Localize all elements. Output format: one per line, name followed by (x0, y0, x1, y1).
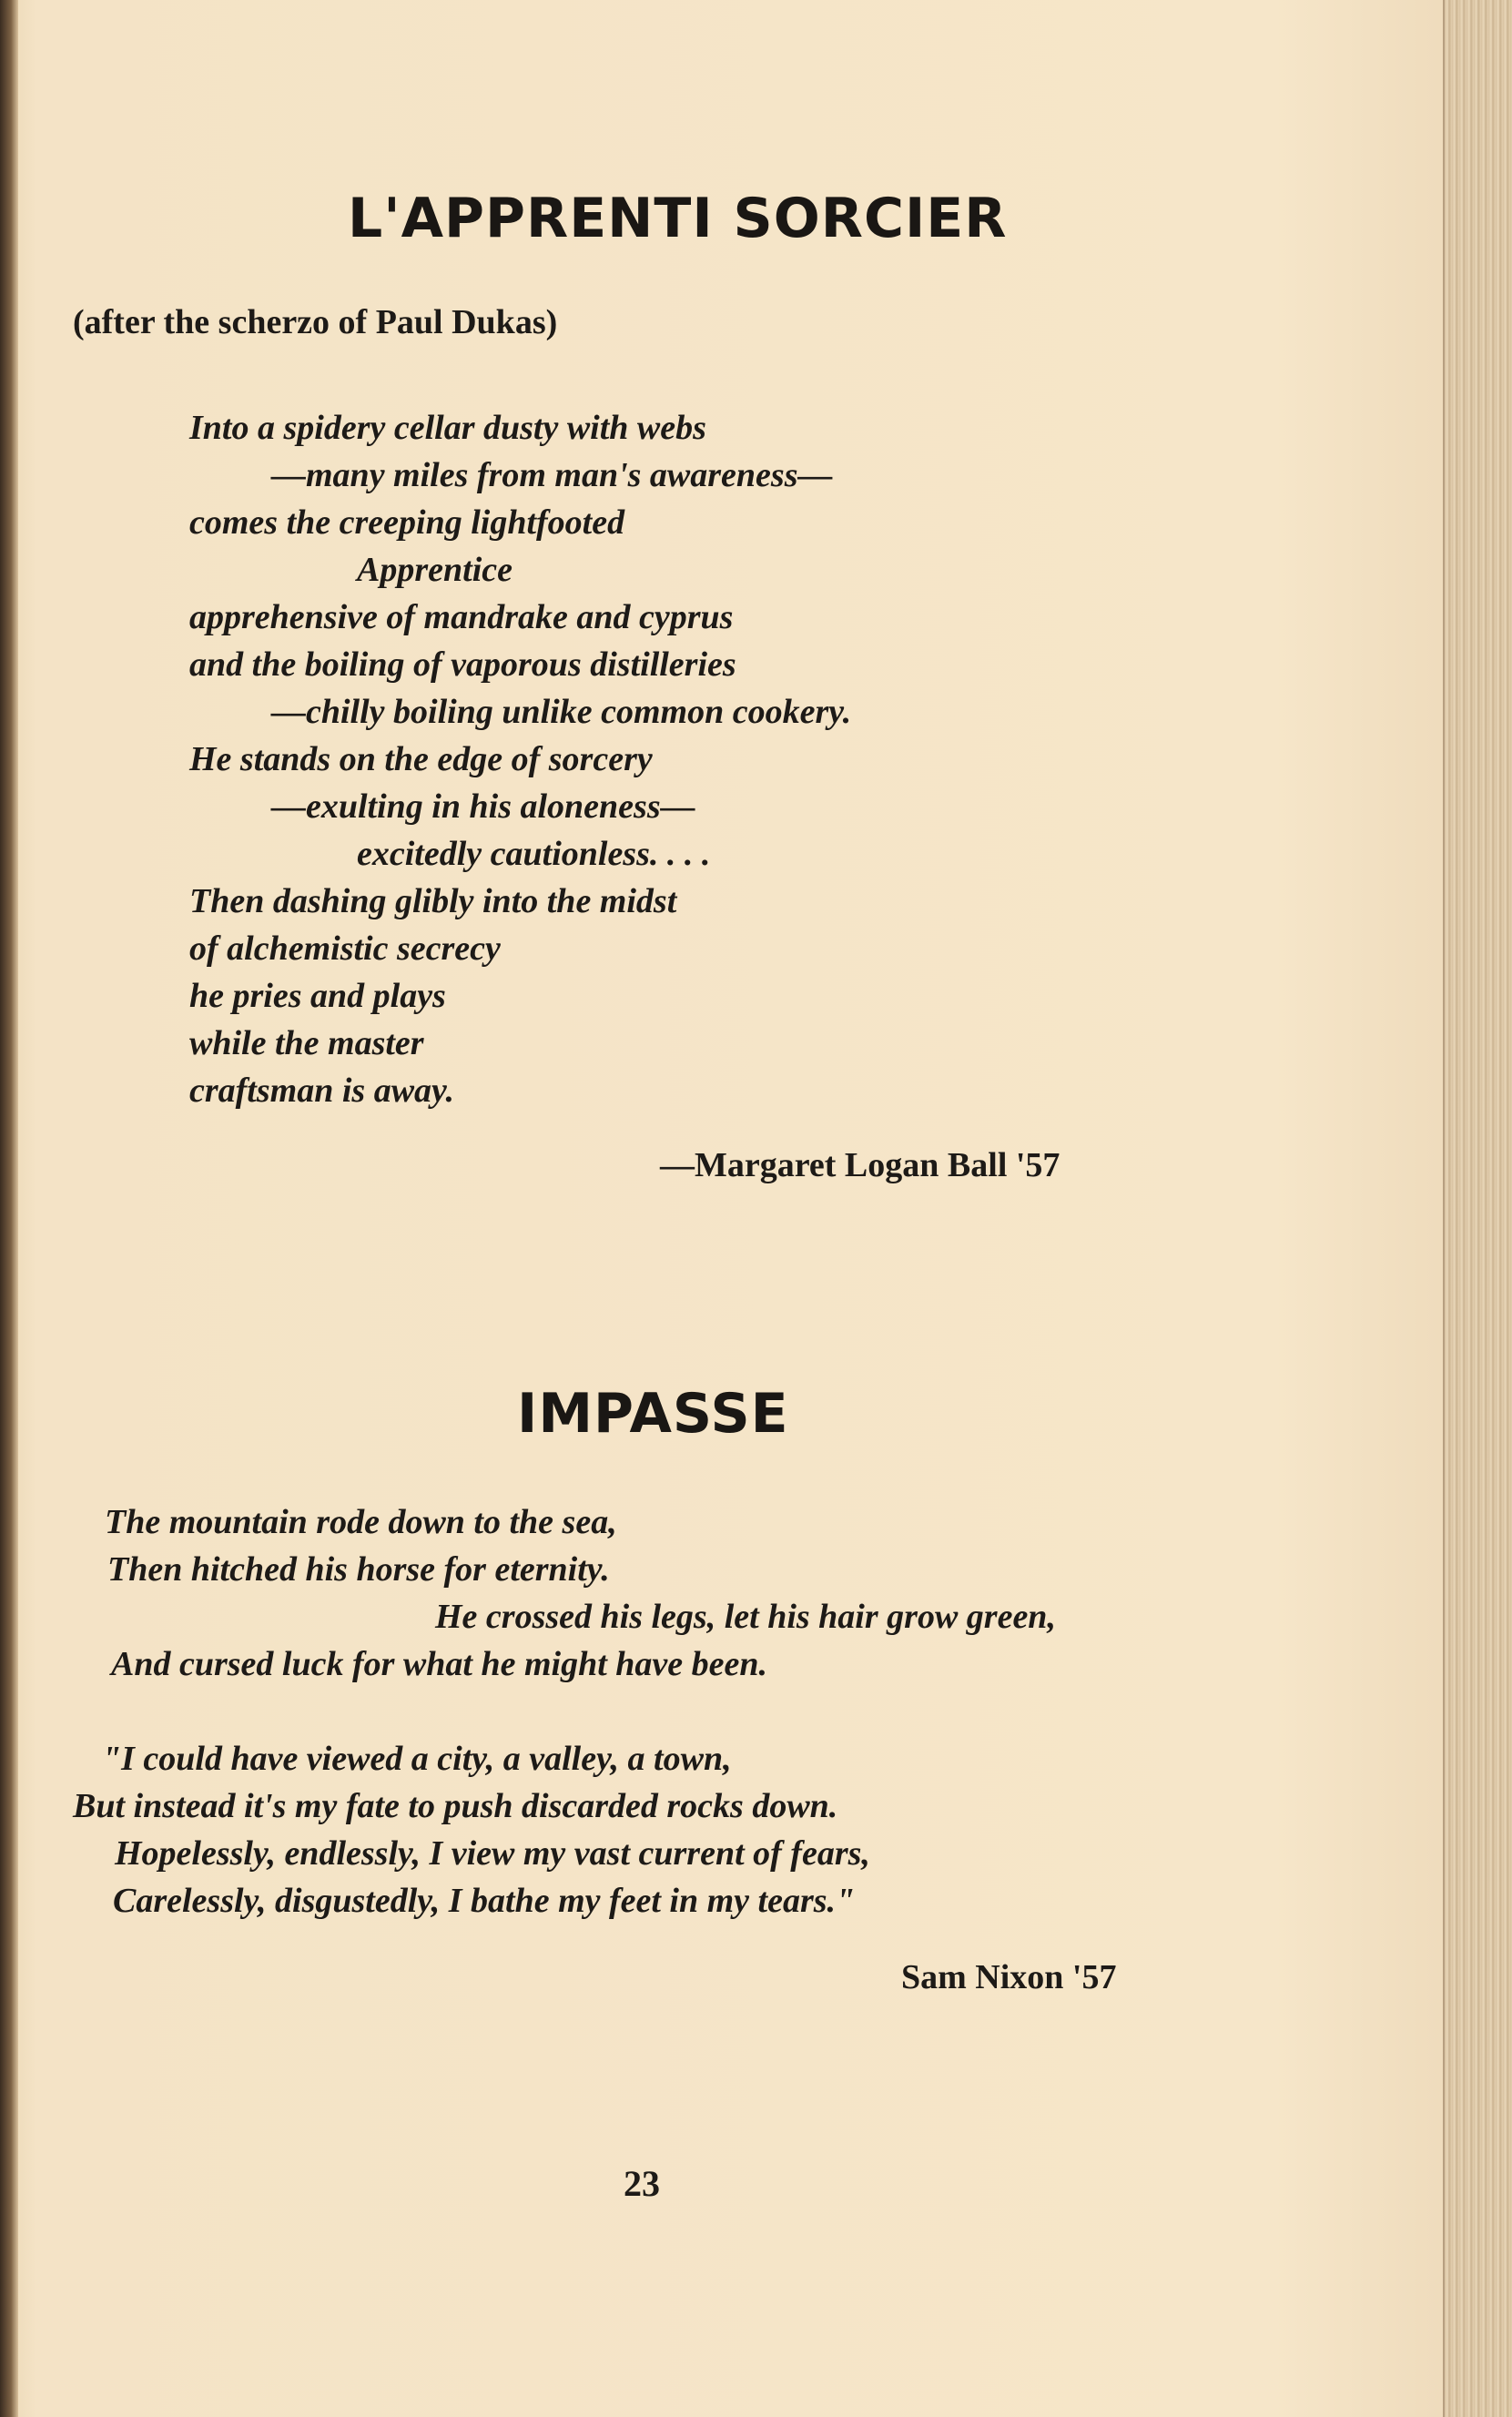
poem1-line: excitedly cautionless. . . . (357, 835, 711, 873)
poem2-line: But instead it's my fate to push discarded rocks down. (73, 1787, 838, 1825)
poem1-line: of alchemistic secrecy (189, 929, 501, 968)
poem1-line: Apprentice (357, 551, 512, 589)
poem1-line: He stands on the edge of sorcery (189, 740, 653, 778)
poem2-line: Hopelessly, endlessly, I view my vast current of fears, (115, 1834, 870, 1873)
poem2-line: Then hitched his horse for eternity. (107, 1550, 610, 1589)
poem1-line: he pries and plays (189, 977, 446, 1015)
poem2-line: And cursed luck for what he might have been. (111, 1645, 767, 1683)
poem1-line: comes the creeping lightfooted (189, 503, 625, 542)
poem1-line: Into a spidery cellar dusty with webs (189, 409, 706, 447)
poem1-line: while the master (189, 1024, 424, 1062)
poem2-line: The mountain rode down to the sea, (105, 1503, 617, 1541)
poem1-line: craftsman is away. (189, 1071, 454, 1110)
poem2-line: Carelessly, disgustedly, I bathe my feet in my tears." (113, 1882, 856, 1920)
book-binding-edge (0, 0, 18, 2417)
poem1-line: apprehensive of mandrake and cyprus (189, 598, 734, 636)
page-stack-edges (1443, 0, 1512, 2417)
poem1-line: —chilly boiling unlike common cookery. (271, 693, 852, 731)
poem1-title: L'APPRENTI SORCIER (348, 187, 1008, 250)
poem1-line: —exulting in his aloneness— (271, 787, 695, 826)
poem1-line: and the boiling of vaporous distilleries (189, 645, 736, 684)
poem1-attribution: —Margaret Logan Ball '57 (660, 1146, 1060, 1184)
poem1-subtitle: (after the scherzo of Paul Dukas) (73, 303, 558, 341)
poem1-line: Then dashing glibly into the midst (189, 882, 677, 920)
poem2-attribution: Sam Nixon '57 (901, 1958, 1117, 1996)
page-number: 23 (624, 2163, 660, 2204)
poem2-line: "I could have viewed a city, a valley, a town, (102, 1740, 732, 1778)
poem2-line: He crossed his legs, let his hair grow green, (435, 1598, 1056, 1636)
poem1-line: —many miles from man's awareness— (271, 456, 833, 494)
poem2-title: IMPASSE (517, 1382, 789, 1446)
